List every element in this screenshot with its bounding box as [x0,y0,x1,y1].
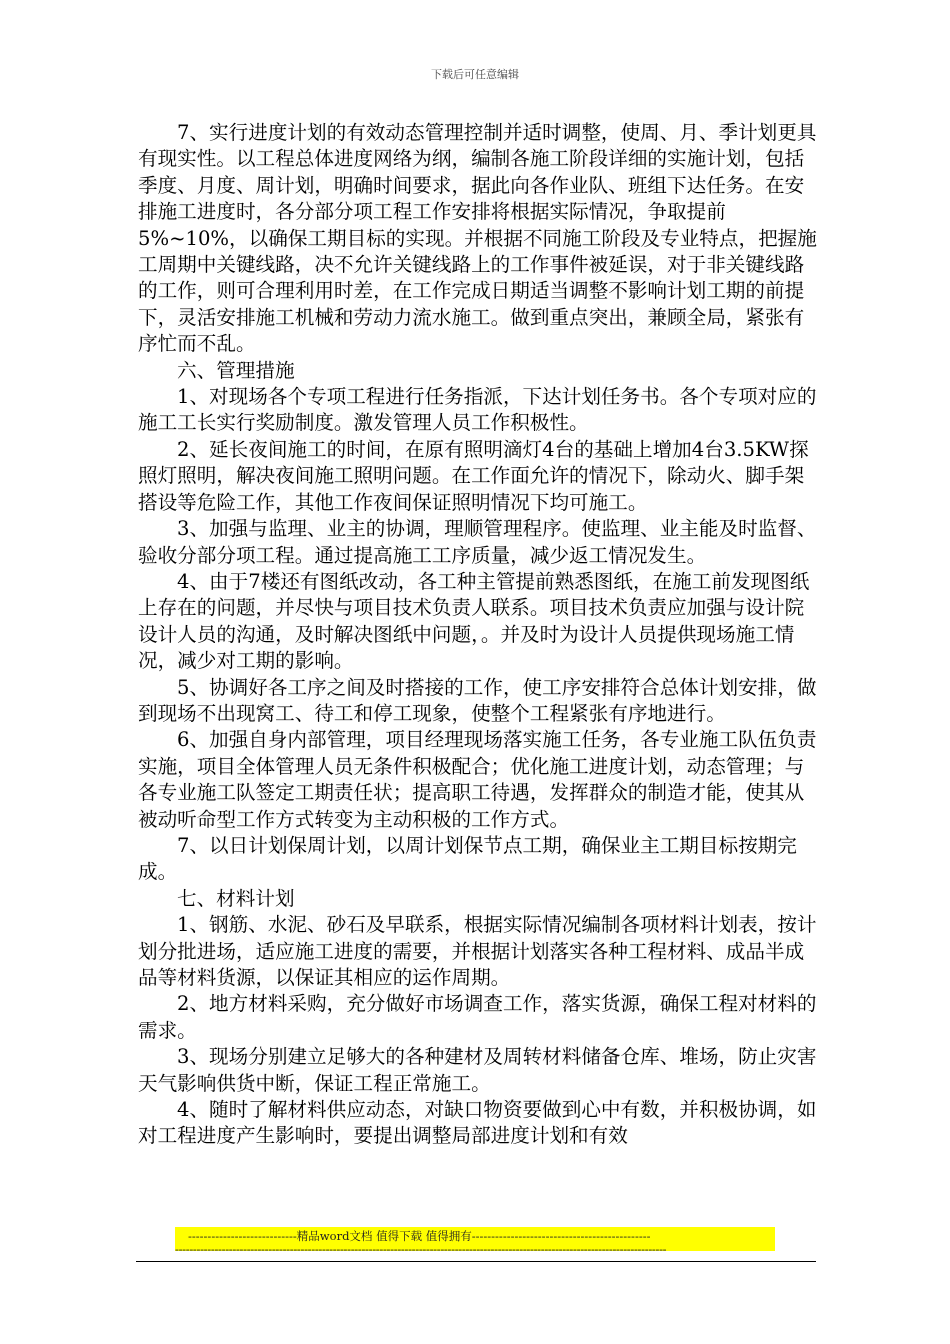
paragraph: 1、对现场各个专项工程进行任务指派，下达计划任务书。各个专项对应的施工工长实行奖励制度。激发管理人员工作积极性。 [138,385,817,435]
footer-dash-line: ----------------------------------------------------------------------------------------------------------------------------------------- [175,1242,667,1256]
footer-rule [136,1261,816,1262]
footer-watermark-line: ----------------------------精品word文档 值得下载 值得拥有---------------------------------------------- [188,1229,651,1243]
paragraph: 1、钢筋、水泥、砂石及早联系，根据实际情况编制各项材料计划表，按计划分批进场，适应施工进度的需要，并根据计划落实各种工程材料、成品半成品等材料货源，以保证其相应的运作周期。 [138,913,817,989]
paragraph: 4、由于7楼还有图纸改动，各工种主管提前熟悉图纸，在施工前发现图纸上存在的问题，并尽快与项目技术负责人联系。项目技术负责应加强与设计院设计人员的沟通，及时解决图纸中问题，。并及时为设计人员提供现场施工情况，减少对工期的影响。 [138,569,810,673]
section-heading: 六、管理措施 [177,358,295,382]
paragraph: 3、加强与监理、业主的协调，理顺管理程序。使监理、业主能及时监督、验收分部分项工程。通过提高施工工序质量，减少返工情况发生。 [138,517,817,567]
paragraph: 2、延长夜间施工的时间，在原有照明滴灯4台的基础上增加4台3.5KW探照灯照明，解决夜间施工照明问题。在工作面允许的情况下，除动火、脚手架搭设等危险工作，其他工作夜间保证照明情况下均可施工。 [138,437,809,514]
document-body [138,120,818,1150]
page-header-note: 下载后可任意编辑 [431,68,519,81]
paragraph: 6、加强自身内部管理，项目经理现场落实施工任务，各专业施工队伍负责实施，项目全体管理人员无条件积极配合；优化施工进度计划，动态管理；与各专业施工队签定工期责任状；提高职工待遇，发挥群众的制造才能，使其从被动听命型工作方式转变为主动积极的工作方式。 [138,728,817,831]
paragraph: 2、地方材料采购，充分做好市场调查工作，落实货源，确保工程对材料的需求。 [138,992,817,1042]
section-heading: 七、材料计划 [177,886,295,910]
paragraph: 7、实行进度计划的有效动态管理控制并适时调整，使周、月、季计划更具有现实性。以工程总体进度网络为纲，编制各施工阶段详细的实施计划，包括季度、月度、周计划，明确时间要求，据此向各作业队、班组下达任务。在安排施工进度时，各分部分项工程工作安排将根据实际情况，争取提前5%~10%，以确保工期目标的实现。并根据不同施工阶段及专业特点，把握施工周期中关键线路，决不允许关键线路上的工作事件被延误，对于非关键线路的工作，则可合理利用时差，在工作完成日期适当调整不影响计划工期的前提下，灵活安排施工机械和劳动力流水施工。做到重点突出，兼顾全局，紧张有序忙而不乱。 [138,121,817,356]
paragraph: 4、随时了解材料供应动态，对缺口物资要做到心中有数，并积极协调，如对工程进度产生影响时，要提出调整局部进度计划和有效 [138,1098,817,1148]
paragraph: 7、以日计划保周计划，以周计划保节点工期，确保业主工期目标按期完成。 [138,833,797,884]
paragraph: 3、现场分别建立足够大的各种建材及周转材料储备仓库、堆场，防止灾害天气影响供货中断，保证工程正常施工。 [138,1045,817,1095]
paragraph: 5、协调好各工序之间及时搭接的工作，使工序安排符合总体计划安排，做到现场不出现窝工、待工和停工现象，使整个工程紧张有序地进行。 [138,675,817,725]
